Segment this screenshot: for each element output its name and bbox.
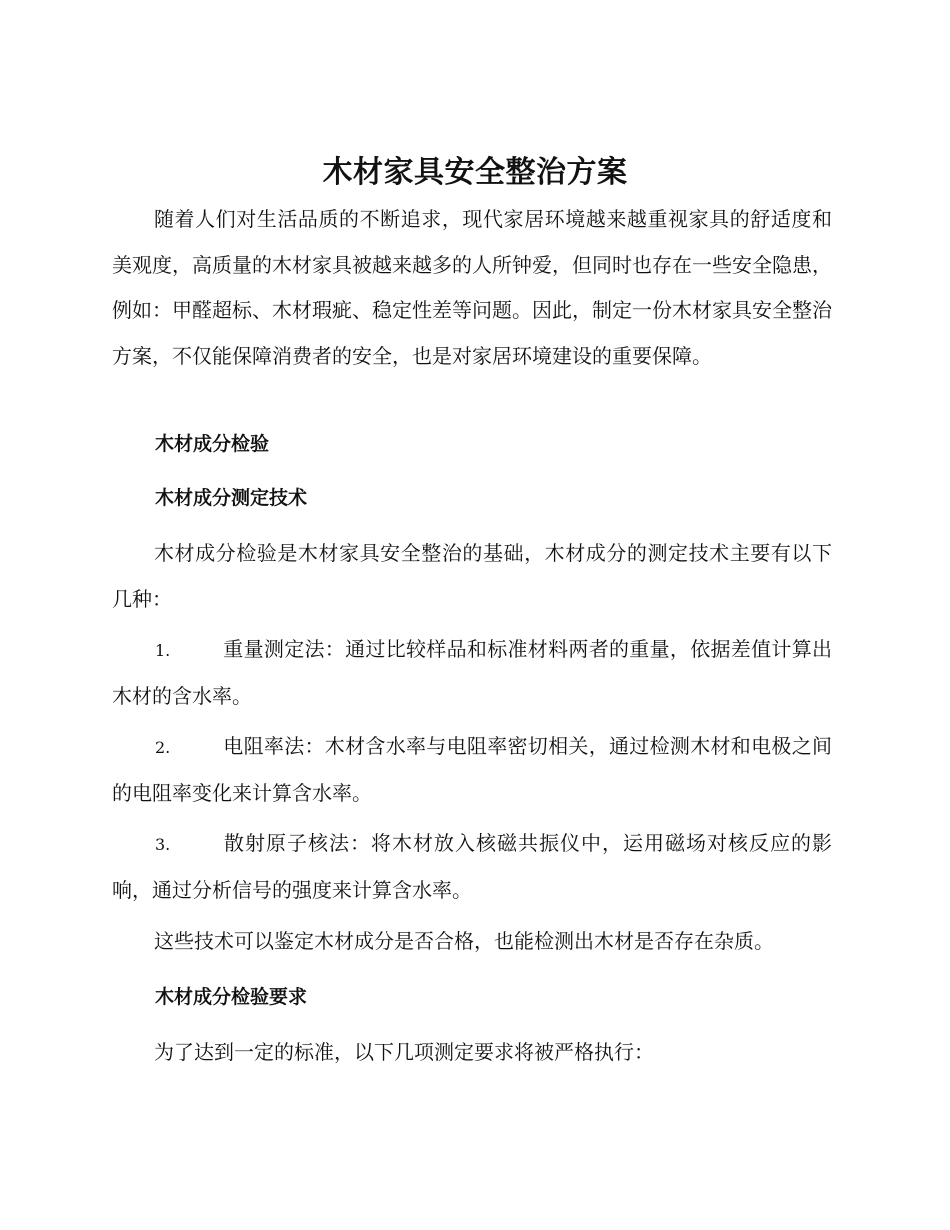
list-item-text: 电阻率法：木材含水率与电阻率密切相关，通过检测木材和电极之间的电阻率变化来计算含水率。 <box>112 734 832 805</box>
subsection-heading-measurement-techniques: 木材成分测定技术 <box>155 487 308 509</box>
list-number: 3. <box>155 835 171 854</box>
list-item-resistivity-method <box>112 724 832 816</box>
list-number: 1. <box>155 641 171 660</box>
list-item-text: 散射原子核法：将木材放入核磁共振仪中，运用磁场对核反应的影响，通过分析信号的强度来计算含水率。 <box>112 831 832 902</box>
document-title: 木材家具安全整治方案 <box>322 155 628 190</box>
list-number: 2. <box>155 738 171 757</box>
techniques-summary-paragraph: 这些技术可以鉴定木材成分是否合格，也能检测出木材是否存在杂质。 <box>154 929 774 953</box>
section-heading-wood-composition-inspection: 木材成分检验 <box>155 433 270 455</box>
requirements-intro-paragraph: 为了达到一定的标准，以下几项测定要求将被严格执行： <box>154 1040 654 1064</box>
list-item-weight-method <box>112 627 832 719</box>
list-item-text: 重量测定法：通过比较样品和标准材料两者的重量，依据差值计算出木材的含水率。 <box>112 637 832 708</box>
subsection-heading-inspection-requirements: 木材成分检验要求 <box>155 986 308 1008</box>
list-item-nuclear-method <box>112 821 832 913</box>
intro-paragraph: 随着人们对生活品质的不断追求，现代家居环境越来越重视家具的舒适度和美观度，高质量的木材家具被越来越多的人所钟爱，但同时也存在一些安全隐患，例如：甲醛超标、木材瑕疵、稳定性差等问题。因此，制定一份木材家具安全整治方案，不仅能保障消费者的安全，也是对家居环境建设的重要保障。 <box>112 207 832 368</box>
techniques-intro-paragraph: 木材成分检验是木材家具安全整治的基础，木材成分的测定技术主要有以下几种： <box>112 541 832 611</box>
